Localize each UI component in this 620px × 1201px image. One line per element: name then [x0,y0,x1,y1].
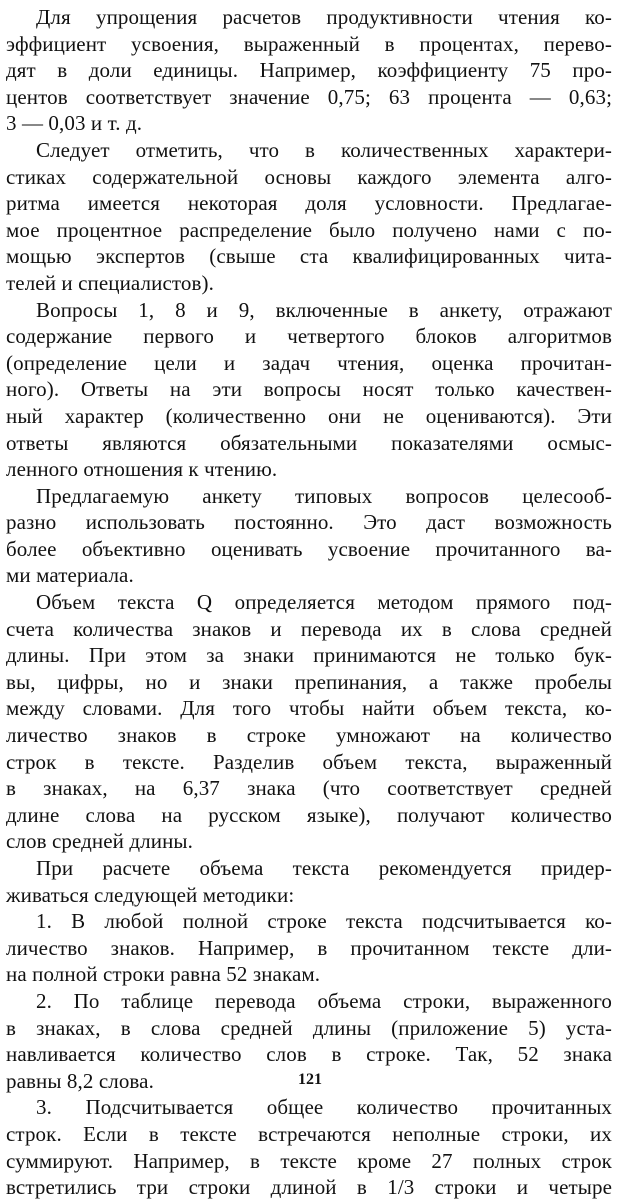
text-line: суммируют. Например, в тексте кроме 27 полных строк [6,1148,612,1173]
text-line: живаться следующей методики: [6,882,295,907]
paragraph [6,1094,612,1200]
text-line: счета количества знаков и перевода их в слова средней [6,616,612,641]
body-text [6,4,612,1201]
text-line: на полной строки равна 52 знакам. [6,962,321,987]
text-line: Для упрощения расчетов продуктивности чтения ко- [36,5,612,29]
text-line: 2. По таблице перевода объема строки, выраженного [36,988,612,1013]
text-line: встретились три строки длиной в 1/3 строки и четыре [6,1175,612,1200]
text-line: равны 8,2 слова. [6,1068,154,1093]
text-line: длине слова на русском языке), получают количество [6,802,612,827]
text-line: При расчете объема текста рекомендуется придер- [36,856,612,880]
paragraph [6,908,612,988]
text-line: ленного отношения к чтению. [6,457,278,482]
text-line: 3. Подсчитывается общее количество прочитанных [36,1095,612,1120]
text-line: в знаках, в слова средней длины (приложение 5) уста- [6,1015,612,1040]
text-line: Вопросы 1, 8 и 9, включенные в анкету, отражают [36,297,612,322]
paragraph [6,483,612,589]
text-line: центов соответствует значение 0,75; 63 процента — 0,63; [6,84,612,109]
text-line: более объективно оценивать усвоение прочитанного ва- [6,536,612,561]
text-line: мое процентное распределение было получено нами с по- [6,217,612,242]
text-line: Объем текста Q определяется методом прямого под- [36,590,612,615]
text-line: (определение цели и задач чтения, оценка прочитан- [6,350,612,375]
text-line: между словами. Для того чтобы найти объем текста, ко- [6,696,612,721]
text-line: ответы являются обязательными показателями осмыс- [6,430,612,455]
page-number: 121 [298,1071,322,1088]
text-line: дят в доли единицы. Например, коэффициенту 75 про- [6,58,612,83]
text-line: строк в тексте. Разделив объем текста, выраженный [6,749,612,774]
text-line: стиках содержательной основы каждого элемента алго- [6,164,612,189]
text-line: личество знаков. Например, в прочитанном тексте дли- [6,935,612,960]
paragraph [6,297,612,483]
text-line: вы, цифры, но и знаки препинания, а также пробелы [6,669,612,694]
text-line: длины. При этом за знаки принимаются не только бук- [6,643,612,668]
text-line: Предлагаемую анкету типовых вопросов целесооб- [36,483,612,508]
text-line: в знаках, на 6,37 знака (что соответствует средней [6,776,612,801]
paragraph [6,4,612,137]
text-line: ный характер (количественно они не оцениваются). Эти [6,403,612,428]
paragraph [6,137,612,297]
text-line: содержание первого и четвертого блоков алгоритмов [6,324,612,349]
text-line: эффициент усвоения, выраженный в процентах, перево- [6,31,612,56]
text-line: строк. Если в тексте встречаются неполные строки, их [6,1121,612,1146]
text-line: ми материала. [6,563,134,588]
text-line: слов средней длины. [6,829,193,854]
text-line: личество знаков в строке умножают на количество [6,723,612,748]
text-line: 3 — 0,03 и т. д. [6,111,143,136]
paragraph [6,589,612,855]
text-line: телей и специалистов). [6,270,214,295]
text-line: разно использовать постоянно. Это даст возможность [6,510,612,535]
text-line: ритма имеется некоторая доля условности. Предлагае- [6,191,612,216]
text-line: мощью экспертов (свыше ста квалифицированных чита- [6,244,612,269]
text-line: 1. В любой полной строке текста подсчитывается ко- [36,909,612,934]
text-line: Следует отметить, что в количественных характери- [36,137,612,162]
text-line: навливается количество слов в строке. Так, 52 знака [6,1042,612,1067]
paragraph [6,855,612,908]
text-line: ного). Ответы на эти вопросы носят только качествен- [6,377,612,402]
